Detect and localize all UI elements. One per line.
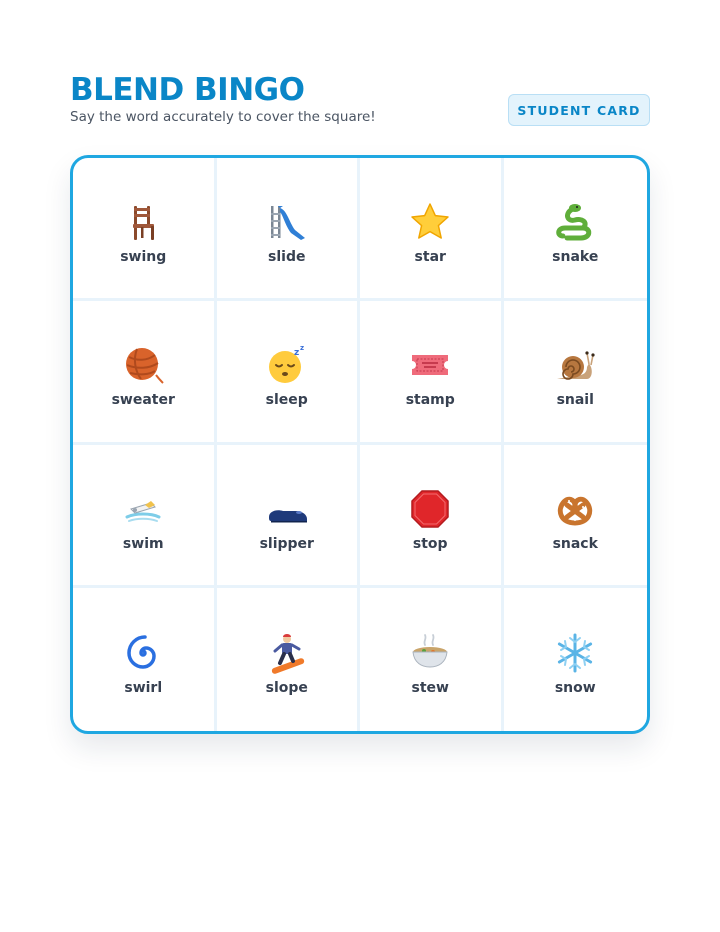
- swim-goggles-icon: [121, 487, 165, 531]
- bingo-cell-slide[interactable]: [217, 158, 361, 301]
- cell-word: sleep: [265, 392, 308, 409]
- cell-word: stamp: [405, 392, 455, 409]
- svg-text:z: z: [299, 344, 304, 353]
- snail-icon: [553, 343, 597, 387]
- cell-word: stop: [412, 535, 448, 552]
- pretzel-icon: [553, 487, 597, 531]
- cell-word: slope: [265, 680, 308, 697]
- ticket-icon: [408, 343, 452, 387]
- bingo-cell-snack[interactable]: [504, 445, 648, 588]
- bingo-cell-sleep[interactable]: [217, 301, 361, 444]
- cell-word: slipper: [259, 535, 314, 552]
- cell-word: snow: [554, 680, 596, 697]
- sleeping-face-icon: [265, 343, 309, 387]
- bingo-cell-snail[interactable]: [504, 301, 648, 444]
- student-card-badge: STUDENT CARD: [508, 94, 650, 126]
- page-subtitle: Say the word accurately to cover the square!: [70, 109, 376, 125]
- stop-sign-icon: [408, 487, 452, 531]
- bingo-cell-swirl[interactable]: [73, 588, 217, 731]
- cell-word: snack: [552, 535, 598, 552]
- cell-word: sweater: [111, 392, 175, 409]
- bingo-cell-slipper[interactable]: [217, 445, 361, 588]
- playground-slide-icon: [265, 200, 309, 244]
- cell-word: swirl: [124, 680, 163, 697]
- bingo-cell-stew[interactable]: [360, 588, 504, 731]
- bingo-cell-snow[interactable]: [504, 588, 648, 731]
- bingo-cell-star[interactable]: [360, 158, 504, 301]
- star-icon: [408, 200, 452, 244]
- cell-word: snail: [556, 392, 594, 409]
- cell-word: swing: [120, 249, 167, 266]
- cell-word: star: [414, 249, 446, 266]
- chair-icon: [121, 200, 165, 244]
- bingo-cell-stop[interactable]: [360, 445, 504, 588]
- stew-bowl-icon: [408, 631, 452, 675]
- bingo-cell-sweater[interactable]: [73, 301, 217, 444]
- bingo-cell-slope[interactable]: [217, 588, 361, 731]
- cell-word: stew: [411, 680, 449, 697]
- flat-shoe-icon: [265, 487, 309, 531]
- bingo-board: [70, 155, 650, 734]
- page-title: BLEND BINGO: [70, 72, 305, 108]
- yarn-ball-icon: [121, 343, 165, 387]
- bingo-cell-stamp[interactable]: [360, 301, 504, 444]
- snowflake-icon: [553, 631, 597, 675]
- cell-word: slide: [268, 249, 306, 266]
- bingo-cell-snake[interactable]: [504, 158, 648, 301]
- cell-word: swim: [122, 535, 164, 552]
- svg-text:z: z: [293, 348, 299, 359]
- bingo-cell-swim[interactable]: [73, 445, 217, 588]
- snake-icon: [553, 200, 597, 244]
- snowboarder-icon: [265, 631, 309, 675]
- bingo-grid: [73, 158, 647, 731]
- page-header: [70, 70, 650, 130]
- cell-word: snake: [552, 249, 599, 266]
- cyclone-icon: [121, 631, 165, 675]
- bingo-cell-swing[interactable]: [73, 158, 217, 301]
